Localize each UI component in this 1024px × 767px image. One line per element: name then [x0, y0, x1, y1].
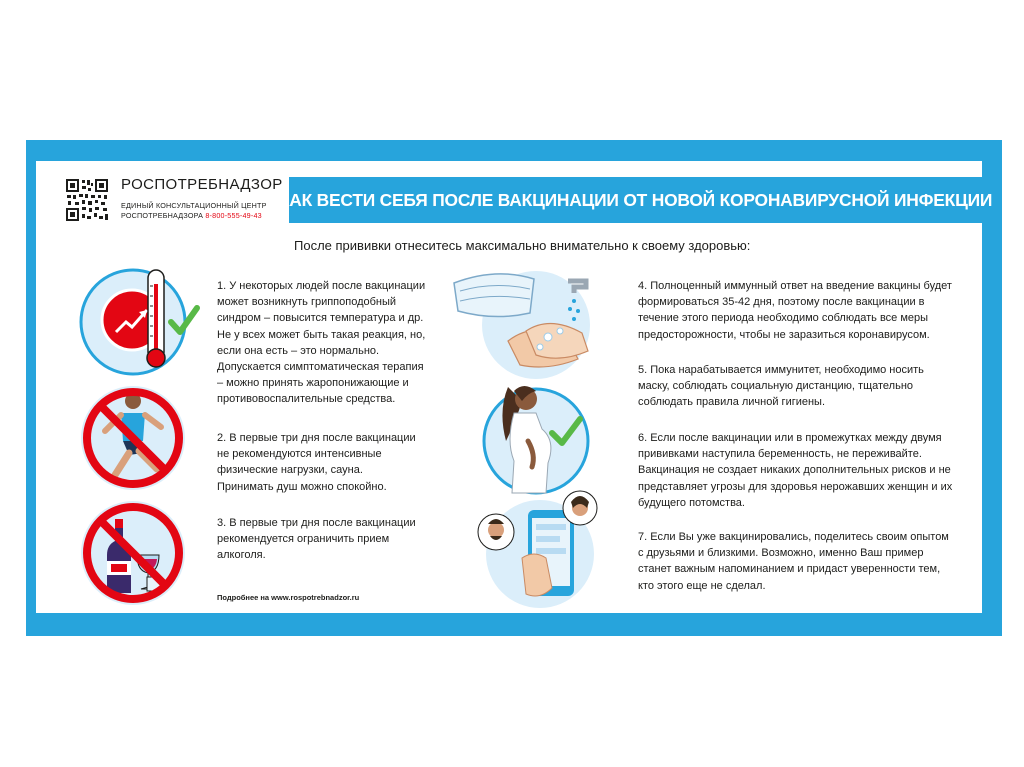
item-6	[638, 430, 952, 511]
phone-sharing-icon	[476, 488, 606, 613]
org-subtitle	[121, 201, 267, 221]
org-sub-line1: ЕДИНЫЙ КОНСУЛЬТАЦИОННЫЙ ЦЕНТР	[121, 201, 267, 210]
item-1-line: – можно принять жаропонижающие и	[217, 377, 409, 390]
item-6-line: 6. Если после вакцинации или в промежутках между двумя	[638, 432, 942, 444]
item-4-line: 4. Полноценный иммунный ответ на введение вакцины будет	[638, 280, 952, 292]
item-7-line: станет важным напоминанием и придаст уверенности тем,	[638, 563, 941, 576]
item-1	[217, 278, 425, 408]
poster	[36, 161, 993, 613]
item-4-line: формироваться 35-42 дня, поэтому после вакцинации в	[638, 296, 925, 309]
item-6-line: Вакцинация не создает никаких дополнительных рисков и не	[638, 464, 951, 477]
item-1-line: противовоспалительные средства.	[217, 393, 396, 406]
item-2-line: 2. В первые три дня после вакцинации	[217, 432, 416, 444]
item-3-line: 3. В первые три дня после вакцинации	[217, 517, 416, 529]
no-running-icon	[79, 383, 189, 493]
item-1-line: Допускается симптоматическая терапия	[217, 361, 424, 374]
item-1-line: Не у всех может быть такая реакция, но,	[217, 328, 426, 341]
pregnant-woman-icon	[476, 381, 596, 499]
item-3-line: алкоголя.	[217, 549, 266, 562]
item-1-line: синдром – повысится температура и др.	[217, 312, 424, 325]
item-6-line: представляет угрозы для здоровья нерожавших женщин и их	[638, 480, 953, 493]
item-1-line: если она есть – это нормально.	[217, 344, 380, 357]
qr-code-icon	[65, 178, 109, 222]
item-1-line: 1. У некоторых людей после вакцинации	[217, 280, 426, 292]
item-2	[217, 430, 416, 495]
item-5-line: маску, соблюдать социальную дистанцию, тщательно	[638, 380, 914, 393]
item-3-line: рекомендуется ограничить прием	[217, 533, 390, 546]
mask-handwashing-icon	[448, 267, 598, 387]
item-2-line: Принимать душ можно спокойно.	[217, 480, 387, 493]
item-4-line: течение этого периода необходимо соблюдать все меры	[638, 312, 929, 325]
item-2-line: физические нагрузки, сауна.	[217, 464, 363, 477]
item-1-line: может возникнуть гриппоподобный	[217, 296, 397, 309]
org-name: РОСПОТРЕБНАДЗОР	[121, 176, 283, 193]
page-subtitle: После прививки отнеситесь максимально внимательно к своему здоровью:	[294, 238, 751, 253]
no-alcohol-icon	[79, 497, 189, 609]
org-sub-line2-text: РОСПОТРЕБНАДЗОРА	[121, 211, 204, 220]
item-5	[638, 362, 924, 411]
item-7-line: кто этого еще не сделал.	[638, 579, 766, 592]
footnote: Подробнее на www.rospotrebnadzor.ru	[217, 593, 360, 602]
phone-number: 8-800-555-49-43	[205, 211, 262, 220]
item-6-line: прививками наступила беременность, не переживайте.	[638, 448, 922, 461]
item-3	[217, 515, 416, 564]
item-4-line: предосторожности, чтобы не заразиться коронавирусом.	[638, 328, 930, 341]
item-5-line: 5. Пока нарабатывается иммунитет, необходимо носить	[638, 364, 924, 376]
item-4	[638, 278, 952, 343]
item-5-line: соблюдать правила личной гигиены.	[638, 396, 826, 409]
item-2-line: не рекомендуются интенсивные	[217, 448, 382, 461]
item-7-line: с друзьями и близкими. Возможно, именно Ваш пример	[638, 547, 924, 560]
item-7-line: 7. Если Вы уже вакцинировались, поделитесь своим опытом	[638, 531, 949, 543]
item-7	[638, 529, 949, 594]
thermometer-icon	[79, 262, 209, 382]
page-title: КАК ВЕСТИ СЕБЯ ПОСЛЕ ВАКЦИНАЦИИ ОТ НОВОЙ КОРОНАВИРУСНОЙ ИНФЕКЦИИ	[289, 177, 982, 223]
org-sub-line2	[121, 211, 267, 221]
item-6-line: будущего потомства.	[638, 496, 745, 509]
